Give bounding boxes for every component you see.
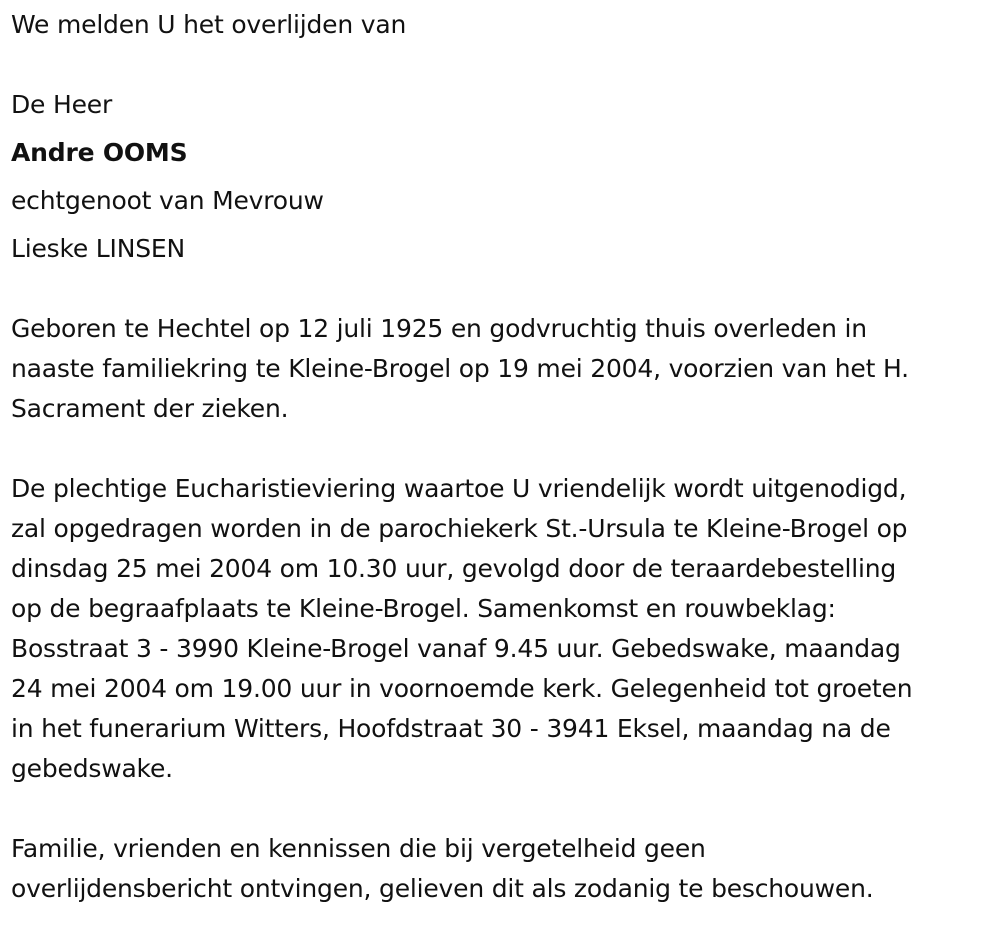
honorific: De Heer <box>11 90 113 119</box>
relation-line: echtgenoot van Mevrouw <box>11 186 324 215</box>
paragraph-line: gebedswake. <box>11 754 173 783</box>
paragraph-line: zal opgedragen worden in de parochiekerk St.-Ursula te Kleine-Brogel op <box>11 514 908 543</box>
spouse-name: Lieske LINSEN <box>11 234 185 263</box>
ceremony-paragraph <box>11 469 996 789</box>
paragraph-line: 24 mei 2004 om 19.00 uur in voornoemde kerk. Gelegenheid tot groeten <box>11 674 913 703</box>
paragraph-line: naaste familiekring te Kleine-Brogel op 19 mei 2004, voorzien van het H. <box>11 354 909 383</box>
paragraph-line: Geboren te Hechtel op 12 juli 1925 en godvruchtig thuis overleden in <box>11 314 867 343</box>
paragraph-line: Sacrament der zieken. <box>11 394 289 423</box>
paragraph-line: overlijdensbericht ontvingen, gelieven dit als zodanig te beschouwen. <box>11 874 874 903</box>
paragraph-line: Bosstraat 3 - 3990 Kleine-Brogel vanaf 9.45 uur. Gebedswake, maandag <box>11 634 901 663</box>
deceased-name: Andre OOMS <box>11 138 188 167</box>
closing-paragraph <box>11 829 996 909</box>
paragraph-line: op de begraafplaats te Kleine-Brogel. Samenkomst en rouwbeklag: <box>11 594 836 623</box>
birth-death-paragraph <box>11 309 996 429</box>
paragraph-line: De plechtige Eucharistieviering waartoe U vriendelijk wordt uitgenodigd, <box>11 474 907 503</box>
intro-line: We melden U het overlijden van <box>11 10 407 39</box>
paragraph-line: dinsdag 25 mei 2004 om 10.30 uur, gevolgd door de teraardebestelling <box>11 554 897 583</box>
paragraph-line: Familie, vrienden en kennissen die bij vergetelheid geen <box>11 834 706 863</box>
paragraph-line: in het funerarium Witters, Hoofdstraat 30 - 3941 Eksel, maandag na de <box>11 714 891 743</box>
